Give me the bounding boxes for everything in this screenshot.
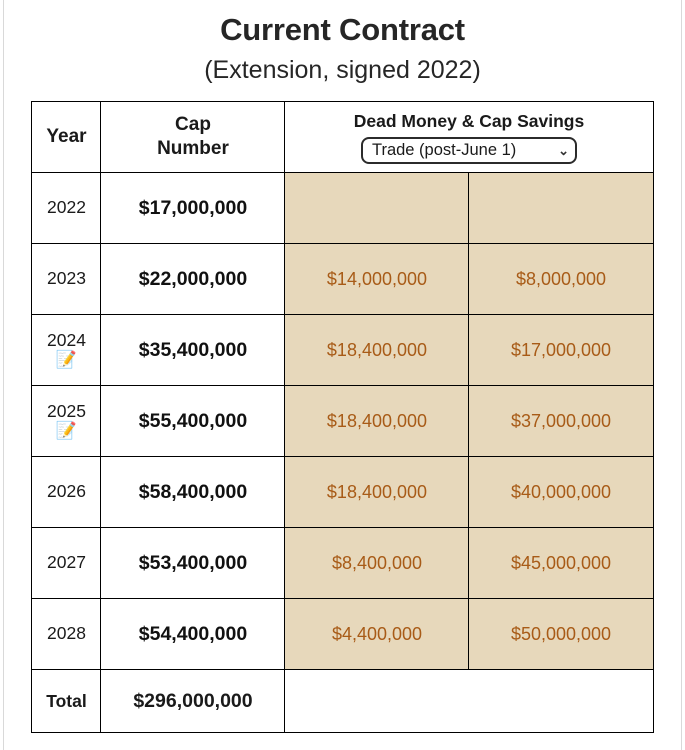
total-cap-number: $296,000,000: [101, 670, 285, 733]
cell-dead-money: $8,400,000: [285, 528, 469, 599]
cell-cap-savings: $50,000,000: [469, 599, 653, 670]
cell-year: [32, 173, 101, 244]
cell-year: [32, 599, 101, 670]
note-icon: 📝: [55, 420, 78, 440]
scenario-select-value: Trade (post-June 1): [371, 140, 517, 159]
cap-number-line2: Number: [157, 138, 229, 159]
cell-cap-number: $53,400,000: [101, 528, 285, 599]
cell-dead-money: $14,000,000: [285, 244, 469, 315]
year-label: 2022: [47, 197, 86, 218]
table-row: [32, 386, 653, 457]
table-row: [32, 528, 653, 599]
page-subtitle: (Extension, signed 2022): [204, 56, 481, 84]
cap-number-line1: Cap: [175, 114, 211, 136]
cell-cap-number: $55,400,000: [101, 386, 285, 457]
table-row: [32, 457, 653, 528]
cell-dead-money: $4,400,000: [285, 599, 469, 670]
cell-year: [32, 315, 101, 386]
table-row: [32, 244, 653, 315]
cell-cap-number: $17,000,000: [101, 173, 285, 244]
cell-cap-number: $35,400,000: [101, 315, 285, 386]
total-label: Total: [32, 670, 101, 733]
table-row: [32, 315, 653, 386]
year-label: 2024: [47, 329, 86, 350]
cell-dead-money: [285, 173, 469, 244]
table-row: [32, 599, 653, 670]
cell-cap-number: $58,400,000: [101, 457, 285, 528]
year-label: 2026: [47, 481, 86, 502]
left-page-rule: [3, 0, 4, 750]
cell-cap-number: $22,000,000: [101, 244, 285, 315]
cell-year: [32, 528, 101, 599]
year-label: 2025: [47, 400, 86, 421]
year-label: 2027: [47, 552, 86, 573]
cell-year: [32, 244, 101, 315]
note-icon: 📝: [55, 349, 78, 369]
total-empty-cell: [285, 670, 653, 733]
year-label: 2023: [47, 268, 86, 289]
dead-money-label: Dead Money & Cap Savings: [353, 110, 585, 131]
cell-cap-savings: $37,000,000: [469, 386, 653, 457]
right-page-rule: [681, 0, 682, 750]
cell-dead-money: $18,400,000: [285, 315, 469, 386]
table-row: [32, 173, 653, 244]
table-total-row: [32, 670, 653, 733]
cap-table: [31, 101, 653, 733]
cell-dead-money: $18,400,000: [285, 457, 469, 528]
cell-year: [32, 457, 101, 528]
year-label: 2028: [47, 623, 86, 644]
cell-cap-savings: $17,000,000: [469, 315, 653, 386]
cell-cap-savings: $45,000,000: [469, 528, 653, 599]
chevron-down-icon: ⌄: [558, 142, 569, 158]
cell-cap-savings: $40,000,000: [469, 457, 653, 528]
column-header-cap-number: [101, 102, 285, 173]
cell-cap-savings: [469, 173, 653, 244]
page-title: Current Contract: [220, 12, 465, 47]
column-header-dead-money: [285, 102, 653, 173]
table-header-row: [32, 102, 653, 173]
cell-cap-number: $54,400,000: [101, 599, 285, 670]
table-body: [32, 173, 653, 733]
scenario-select[interactable]: [361, 137, 577, 164]
cell-year: [32, 386, 101, 457]
cell-dead-money: $18,400,000: [285, 386, 469, 457]
cell-cap-savings: $8,000,000: [469, 244, 653, 315]
column-header-year: Year: [32, 102, 101, 173]
